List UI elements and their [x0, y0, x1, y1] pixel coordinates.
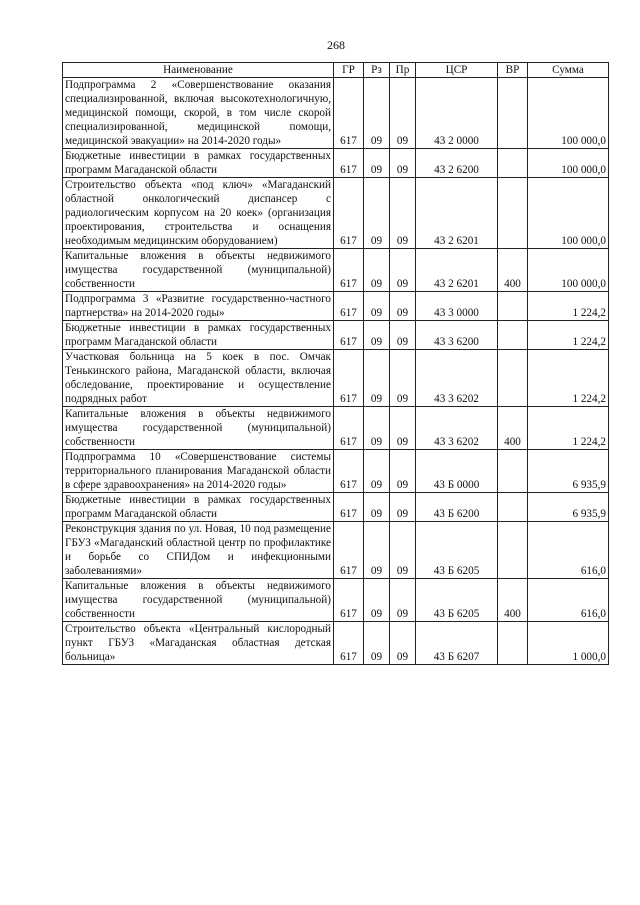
row-pr: 09: [390, 178, 416, 249]
table-row: [63, 149, 609, 178]
row-vr: [498, 450, 528, 493]
row-rz: 09: [364, 579, 390, 622]
row-vr: [498, 493, 528, 522]
row-name: Капитальные вложения в объекты недвижимого имущества государственной (муниципальной) собственности: [63, 249, 334, 292]
row-rz: 09: [364, 321, 390, 350]
table-row: [63, 579, 609, 622]
row-name: Бюджетные инвестиции в рамках государственных программ Магаданской области: [63, 321, 334, 350]
row-gr: 617: [334, 493, 364, 522]
row-pr: 09: [390, 522, 416, 579]
row-gr: 617: [334, 450, 364, 493]
row-gr: 617: [334, 78, 364, 149]
row-vr: [498, 522, 528, 579]
row-rz: 09: [364, 149, 390, 178]
row-rz: 09: [364, 493, 390, 522]
row-csr: 43 2 0000: [416, 78, 498, 149]
row-rz: 09: [364, 249, 390, 292]
row-gr: 617: [334, 178, 364, 249]
row-pr: 09: [390, 321, 416, 350]
row-name: Участковая больница на 5 коек в пос. Омчак Тенькинского района, Магаданской области, включая обследование, проектирование и осуществление подрядных работ: [63, 350, 334, 407]
row-sum: 1 224,2: [528, 407, 609, 450]
row-csr: 43 3 6202: [416, 407, 498, 450]
row-pr: 09: [390, 149, 416, 178]
row-sum: 616,0: [528, 579, 609, 622]
row-pr: 09: [390, 450, 416, 493]
row-csr: 43 Б 0000: [416, 450, 498, 493]
row-csr: 43 2 6201: [416, 249, 498, 292]
row-gr: 617: [334, 292, 364, 321]
row-name: Реконструкция здания по ул. Новая, 10 под размещение ГБУЗ «Магаданский областной центр по профилактике и борьбе со СПИДом и инфекционными заболеваниями»: [63, 522, 334, 579]
table-row: [63, 407, 609, 450]
row-vr: 400: [498, 579, 528, 622]
row-sum: 6 935,9: [528, 450, 609, 493]
row-vr: [498, 178, 528, 249]
row-sum: 6 935,9: [528, 493, 609, 522]
table-row: [63, 493, 609, 522]
row-gr: 617: [334, 407, 364, 450]
row-sum: 100 000,0: [528, 249, 609, 292]
row-sum: 1 224,2: [528, 292, 609, 321]
row-vr: [498, 78, 528, 149]
row-pr: 09: [390, 249, 416, 292]
row-rz: 09: [364, 450, 390, 493]
row-pr: 09: [390, 579, 416, 622]
row-csr: 43 Б 6205: [416, 522, 498, 579]
row-name: Бюджетные инвестиции в рамках государственных программ Магаданской области: [63, 149, 334, 178]
row-gr: 617: [334, 249, 364, 292]
row-vr: 400: [498, 407, 528, 450]
row-gr: 617: [334, 622, 364, 665]
row-sum: 1 224,2: [528, 350, 609, 407]
row-name: Строительство объекта «под ключ» «Магаданский областной онкологический диспансер с радиологическим корпусом на 20 коек» (организация проектирования, строительства и оснащения необходимым медицинским оборудованием): [63, 178, 334, 249]
row-pr: 09: [390, 622, 416, 665]
row-sum: 1 224,2: [528, 321, 609, 350]
row-name: Капитальные вложения в объекты недвижимого имущества государственной (муниципальной) собственности: [63, 579, 334, 622]
row-name: Бюджетные инвестиции в рамках государственных программ Магаданской области: [63, 493, 334, 522]
row-rz: 09: [364, 407, 390, 450]
header-vr: ВР: [498, 63, 528, 78]
table-row: [63, 622, 609, 665]
row-csr: 43 Б 6205: [416, 579, 498, 622]
table-row: [63, 350, 609, 407]
row-rz: 09: [364, 522, 390, 579]
row-name: Подпрограмма 3 «Развитие государственно-частного партнерства» на 2014-2020 годы»: [63, 292, 334, 321]
row-csr: 43 Б 6200: [416, 493, 498, 522]
row-name: Подпрограмма 10 «Совершенствование системы территориального планирования Магаданской области в сфере здравоохранения» на 2014-2020 годы»: [63, 450, 334, 493]
row-gr: 617: [334, 149, 364, 178]
row-pr: 09: [390, 350, 416, 407]
table-row: [63, 292, 609, 321]
row-vr: 400: [498, 249, 528, 292]
row-gr: 617: [334, 350, 364, 407]
row-vr: [498, 292, 528, 321]
table-row: [63, 522, 609, 579]
row-pr: 09: [390, 292, 416, 321]
row-name: Капитальные вложения в объекты недвижимого имущества государственной (муниципальной) собственности: [63, 407, 334, 450]
row-vr: [498, 321, 528, 350]
table-row: [63, 178, 609, 249]
row-csr: 43 2 6200: [416, 149, 498, 178]
table-header-row: [63, 63, 609, 78]
row-pr: 09: [390, 493, 416, 522]
row-pr: 09: [390, 407, 416, 450]
row-name: Подпрограмма 2 «Совершенствование оказания специализированной, включая высокотехнологичную, медицинской помощи, скорой, в том числе скорой специализированной, медицинской помощи, медицинской эвакуации» на 2014-2020 годы»: [63, 78, 334, 149]
row-csr: 43 3 0000: [416, 292, 498, 321]
header-sum: Сумма: [528, 63, 609, 78]
row-csr: 43 3 6200: [416, 321, 498, 350]
row-vr: [498, 622, 528, 665]
row-gr: 617: [334, 579, 364, 622]
budget-table: [62, 62, 609, 665]
row-sum: 100 000,0: [528, 149, 609, 178]
row-csr: 43 2 6201: [416, 178, 498, 249]
row-pr: 09: [390, 78, 416, 149]
header-pr: Пр: [390, 63, 416, 78]
row-vr: [498, 350, 528, 407]
row-rz: 09: [364, 350, 390, 407]
header-name: Наименование: [63, 63, 334, 78]
header-rz: Рз: [364, 63, 390, 78]
table-row: [63, 249, 609, 292]
row-sum: 100 000,0: [528, 178, 609, 249]
header-gr: ГР: [334, 63, 364, 78]
row-rz: 09: [364, 78, 390, 149]
row-sum: 616,0: [528, 522, 609, 579]
table-row: [63, 321, 609, 350]
row-sum: 1 000,0: [528, 622, 609, 665]
row-gr: 617: [334, 321, 364, 350]
header-csr: ЦСР: [416, 63, 498, 78]
row-csr: 43 3 6202: [416, 350, 498, 407]
row-vr: [498, 149, 528, 178]
table-row: [63, 450, 609, 493]
page-number: 268: [327, 38, 345, 52]
row-rz: 09: [364, 622, 390, 665]
row-gr: 617: [334, 522, 364, 579]
row-rz: 09: [364, 178, 390, 249]
row-name: Строительство объекта «Центральный кислородный пункт ГБУЗ «Магаданская областная детская больница»: [63, 622, 334, 665]
row-csr: 43 Б 6207: [416, 622, 498, 665]
row-sum: 100 000,0: [528, 78, 609, 149]
row-rz: 09: [364, 292, 390, 321]
table-row: [63, 78, 609, 149]
